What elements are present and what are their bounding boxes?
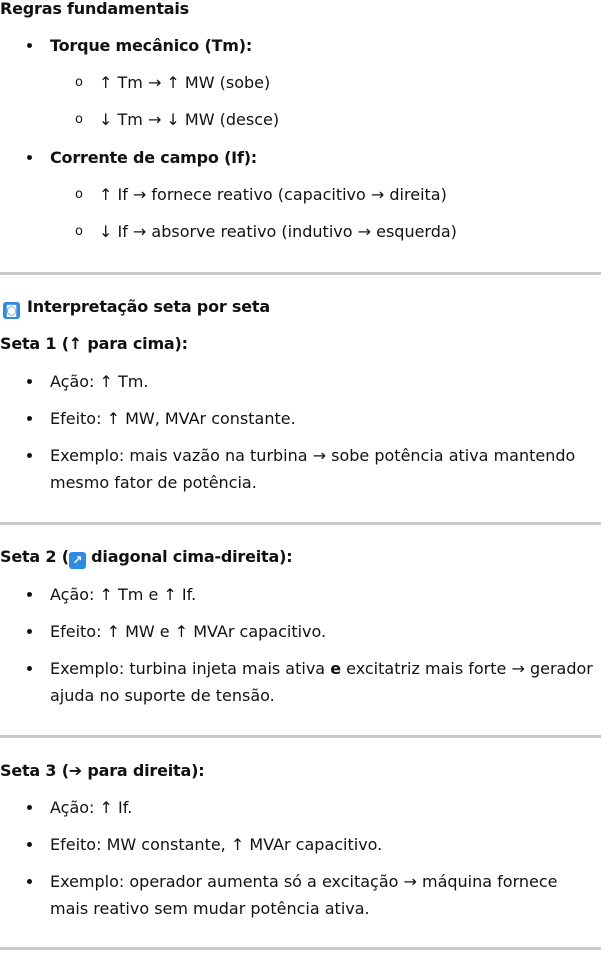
magnifier-icon: ◙ bbox=[3, 302, 20, 319]
interpretation-heading bbox=[0, 293, 601, 320]
seta1-efeito: Efeito: ↑ MW, MVAr constante. bbox=[0, 405, 601, 432]
torque-sublist bbox=[0, 69, 601, 96]
field-item-down: o ↓ If → absorve reativo (indutivo → esquerda) bbox=[0, 218, 601, 245]
field-sublist-2 bbox=[0, 218, 601, 245]
torque-item-up: o ↑ Tm → ↑ MW (sobe) bbox=[0, 69, 601, 96]
divider bbox=[0, 735, 601, 738]
arrow-up-right-icon: ↗ bbox=[69, 552, 86, 569]
seta2-list bbox=[0, 581, 601, 709]
seta2-exemplo-b: excitatriz mais forte → gerador ajuda no suporte de tensão. bbox=[50, 659, 593, 705]
seta3-exemplo: Exemplo: operador aumenta só a excitação → máquina fornece mais reativo sem mudar potência ativa. bbox=[0, 868, 601, 922]
seta1-list bbox=[0, 368, 601, 496]
seta3-heading: Seta 3 (➔ para direita): bbox=[0, 761, 205, 780]
interpretation-title: Interpretação seta por seta bbox=[27, 297, 270, 316]
divider bbox=[0, 947, 601, 950]
rules-heading: Regras fundamentais bbox=[0, 0, 189, 18]
seta1-heading: Seta 1 (↑ para cima): bbox=[0, 334, 188, 353]
torque-item-down: o ↓ Tm → ↓ MW (desce) bbox=[0, 106, 601, 133]
torque-sublist-2 bbox=[0, 106, 601, 133]
field-heading: Corrente de campo (If): bbox=[0, 144, 601, 171]
field-sublist bbox=[0, 181, 601, 208]
torque-heading: Torque mecânico (Tm): bbox=[0, 32, 601, 59]
field-item-up: o ↑ If → fornece reativo (capacitivo → direita) bbox=[0, 181, 601, 208]
seta3-acao: Ação: ↑ If. bbox=[0, 794, 601, 821]
seta2-exemplo-bold: e bbox=[330, 659, 342, 678]
seta1-acao: Ação: ↑ Tm. bbox=[0, 368, 601, 395]
seta3-list bbox=[0, 794, 601, 922]
divider bbox=[0, 272, 601, 275]
seta2-efeito: Efeito: ↑ MW e ↑ MVAr capacitivo. bbox=[0, 618, 601, 645]
rules-list bbox=[0, 32, 601, 59]
seta2-title-suffix: diagonal cima-direita): bbox=[85, 547, 293, 566]
seta2-exemplo-a: Exemplo: turbina injeta mais ativa bbox=[50, 659, 331, 678]
seta2-exemplo bbox=[0, 655, 601, 709]
seta2-acao: Ação: ↑ Tm e ↑ If. bbox=[0, 581, 601, 608]
seta3-efeito: Efeito: MW constante, ↑ MVAr capacitivo. bbox=[0, 831, 601, 858]
field-list bbox=[0, 144, 601, 171]
seta1-exemplo: Exemplo: mais vazão na turbina → sobe potência ativa mantendo mesmo fator de potência. bbox=[0, 442, 601, 496]
seta2-title-prefix: Seta 2 ( bbox=[0, 547, 69, 566]
seta2-heading bbox=[0, 543, 601, 570]
divider bbox=[0, 522, 601, 525]
